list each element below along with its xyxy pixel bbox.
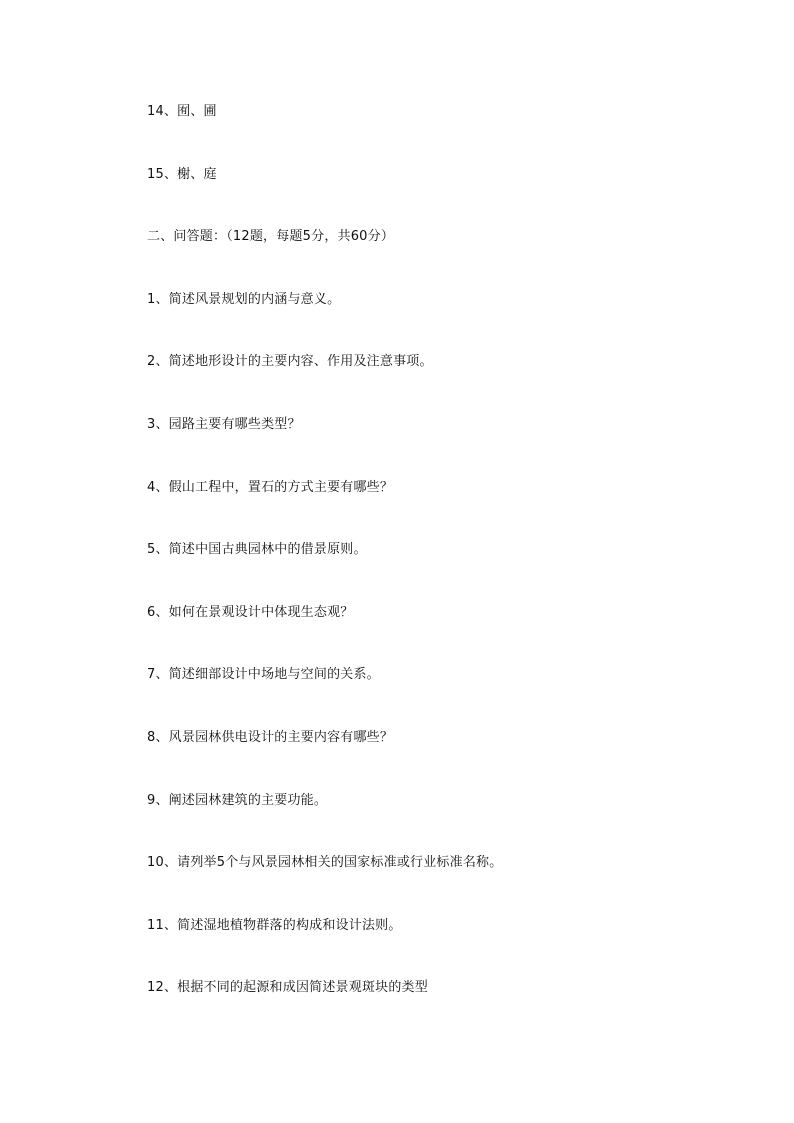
question-7: 7、简述细部设计中场地与空间的关系。 [147, 667, 380, 683]
exam-question-list [147, 101, 502, 1040]
question-9: 9、阐述园林建筑的主要功能。 [147, 792, 328, 808]
section-heading: 二、问答题：（12题，每题5分，共60分） [147, 229, 395, 245]
question-8: 8、风景园林供电设计的主要内容有哪些？ [147, 729, 394, 745]
question-11: 11、简述湿地植物群落的构成和设计法则。 [147, 917, 402, 933]
question-1: 1、简述风景规划的内涵与意义。 [147, 291, 341, 307]
question-3: 3、园路主要有哪些类型？ [147, 416, 301, 432]
question-4: 4、假山工程中，置石的方式主要有哪些？ [147, 479, 394, 495]
term-item-15: 15、榭、庭 [147, 166, 217, 182]
term-item-14: 14、囿、圃 [147, 104, 217, 119]
question-10: 10、请列举5个与风景园林相关的国家标准或行业标准名称。 [147, 855, 503, 871]
question-5: 5、简述中国古典园林中的借景原则。 [147, 542, 367, 558]
question-12: 12、根据不同的起源和成因简述景观斑块的类型 [147, 980, 428, 996]
question-2: 2、简述地形设计的主要内容、作用及注意事项。 [147, 354, 433, 370]
question-6: 6、如何在景观设计中体现生态观？ [147, 604, 354, 620]
